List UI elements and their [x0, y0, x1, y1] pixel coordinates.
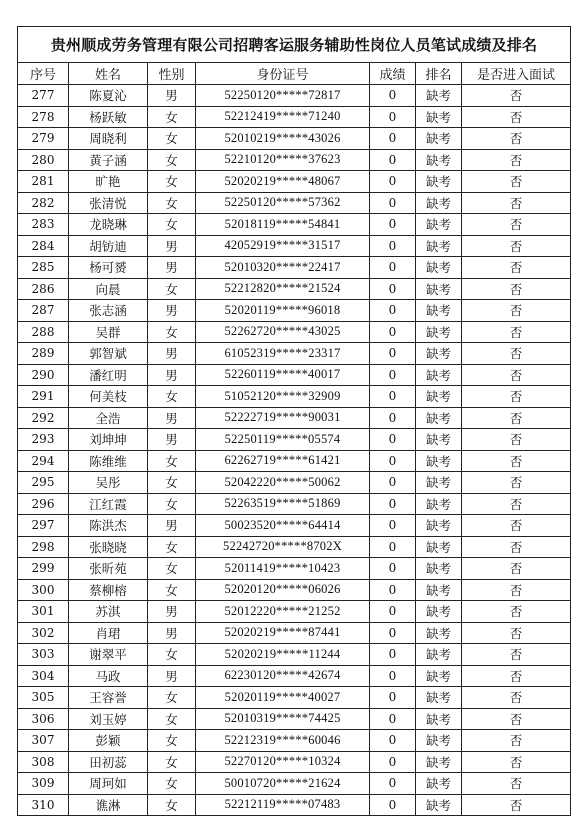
- cell-id: 52012220*****21252: [196, 601, 370, 623]
- cell-name: 何美枝: [69, 386, 148, 408]
- cell-id: 52020219*****87441: [196, 622, 370, 644]
- cell-gender: 男: [148, 515, 196, 537]
- cell-gender: 女: [148, 558, 196, 580]
- cell-id: 42052919*****31517: [196, 235, 370, 257]
- cell-gender: 男: [148, 343, 196, 365]
- cell-rank: 缺考: [416, 192, 462, 214]
- cell-rank: 缺考: [416, 644, 462, 666]
- table-row: [18, 321, 571, 343]
- cell-no: 281: [18, 171, 69, 193]
- cell-name: 周晓利: [69, 128, 148, 150]
- cell-gender: 女: [148, 106, 196, 128]
- cell-gender: 男: [148, 364, 196, 386]
- cell-rank: 缺考: [416, 386, 462, 408]
- cell-name: 田初蕊: [69, 751, 148, 773]
- cell-name: 江红霞: [69, 493, 148, 515]
- cell-score: 0: [370, 257, 416, 279]
- cell-no: 282: [18, 192, 69, 214]
- table-row: [18, 214, 571, 236]
- cell-rank: 缺考: [416, 364, 462, 386]
- cell-rank: 缺考: [416, 515, 462, 537]
- cell-no: 287: [18, 300, 69, 322]
- cell-name: 潘红明: [69, 364, 148, 386]
- cell-interview: 否: [462, 300, 571, 322]
- table-row: [18, 472, 571, 494]
- cell-id: 52212419*****71240: [196, 106, 370, 128]
- cell-id: 52020219*****48067: [196, 171, 370, 193]
- cell-gender: 女: [148, 149, 196, 171]
- cell-score: 0: [370, 171, 416, 193]
- cell-score: 0: [370, 235, 416, 257]
- cell-no: 286: [18, 278, 69, 300]
- cell-no: 288: [18, 321, 69, 343]
- cell-no: 306: [18, 708, 69, 730]
- cell-name: 张昕苑: [69, 558, 148, 580]
- table-row: [18, 343, 571, 365]
- cell-rank: 缺考: [416, 773, 462, 795]
- cell-score: 0: [370, 601, 416, 623]
- cell-id: 62230120*****42674: [196, 665, 370, 687]
- table-row: [18, 751, 571, 773]
- cell-id: 52020120*****06026: [196, 579, 370, 601]
- cell-interview: 否: [462, 794, 571, 816]
- cell-gender: 女: [148, 450, 196, 472]
- cell-interview: 否: [462, 515, 571, 537]
- cell-rank: 缺考: [416, 665, 462, 687]
- cell-rank: 缺考: [416, 106, 462, 128]
- cell-name: 谯淋: [69, 794, 148, 816]
- cell-rank: 缺考: [416, 128, 462, 150]
- page-title: 贵州顺成劳务管理有限公司招聘客运服务辅助性岗位人员笔试成绩及排名: [18, 27, 571, 63]
- cell-rank: 缺考: [416, 85, 462, 107]
- cell-id: 52262720*****43025: [196, 321, 370, 343]
- cell-gender: 男: [148, 85, 196, 107]
- cell-interview: 否: [462, 558, 571, 580]
- cell-rank: 缺考: [416, 171, 462, 193]
- cell-no: 297: [18, 515, 69, 537]
- cell-no: 294: [18, 450, 69, 472]
- cell-interview: 否: [462, 257, 571, 279]
- cell-no: 310: [18, 794, 69, 816]
- cell-name: 苏淇: [69, 601, 148, 623]
- cell-id: 51052120*****32909: [196, 386, 370, 408]
- cell-no: 289: [18, 343, 69, 365]
- cell-name: 刘玉婷: [69, 708, 148, 730]
- cell-interview: 否: [462, 278, 571, 300]
- cell-interview: 否: [462, 644, 571, 666]
- cell-gender: 女: [148, 386, 196, 408]
- table-row: [18, 450, 571, 472]
- cell-gender: 女: [148, 472, 196, 494]
- cell-id: 52250120*****57362: [196, 192, 370, 214]
- cell-interview: 否: [462, 536, 571, 558]
- cell-gender: 女: [148, 751, 196, 773]
- table-row: [18, 536, 571, 558]
- cell-rank: 缺考: [416, 558, 462, 580]
- cell-id: 52020119*****40027: [196, 687, 370, 709]
- cell-id: 62262719*****61421: [196, 450, 370, 472]
- table-row: [18, 773, 571, 795]
- cell-interview: 否: [462, 149, 571, 171]
- cell-rank: 缺考: [416, 730, 462, 752]
- cell-rank: 缺考: [416, 472, 462, 494]
- cell-interview: 否: [462, 106, 571, 128]
- cell-score: 0: [370, 106, 416, 128]
- table-row: [18, 429, 571, 451]
- cell-score: 0: [370, 536, 416, 558]
- cell-score: 0: [370, 214, 416, 236]
- cell-name: 吴彤: [69, 472, 148, 494]
- cell-id: 52210120*****37623: [196, 149, 370, 171]
- cell-interview: 否: [462, 128, 571, 150]
- cell-no: 279: [18, 128, 69, 150]
- table-row: [18, 579, 571, 601]
- cell-rank: 缺考: [416, 622, 462, 644]
- table-row: [18, 278, 571, 300]
- cell-gender: 男: [148, 407, 196, 429]
- cell-name: 向晨: [69, 278, 148, 300]
- cell-id: 52212119*****07483: [196, 794, 370, 816]
- cell-rank: 缺考: [416, 300, 462, 322]
- table-row: [18, 730, 571, 752]
- cell-interview: 否: [462, 601, 571, 623]
- cell-interview: 否: [462, 493, 571, 515]
- cell-interview: 否: [462, 386, 571, 408]
- cell-name: 吴群: [69, 321, 148, 343]
- cell-gender: 女: [148, 708, 196, 730]
- header-row: [18, 63, 571, 85]
- cell-gender: 女: [148, 214, 196, 236]
- cell-no: 305: [18, 687, 69, 709]
- cell-name: 郭智斌: [69, 343, 148, 365]
- cell-no: 307: [18, 730, 69, 752]
- table-row: [18, 364, 571, 386]
- cell-id: 52250120*****72817: [196, 85, 370, 107]
- cell-id: 52011419*****10423: [196, 558, 370, 580]
- cell-interview: 否: [462, 321, 571, 343]
- table-row: [18, 708, 571, 730]
- cell-score: 0: [370, 321, 416, 343]
- cell-no: 304: [18, 665, 69, 687]
- cell-score: 0: [370, 751, 416, 773]
- cell-name: 黄子涵: [69, 149, 148, 171]
- cell-score: 0: [370, 493, 416, 515]
- cell-gender: 男: [148, 665, 196, 687]
- cell-name: 陈洪杰: [69, 515, 148, 537]
- cell-score: 0: [370, 708, 416, 730]
- cell-no: 291: [18, 386, 69, 408]
- cell-gender: 男: [148, 601, 196, 623]
- table-row: [18, 622, 571, 644]
- cell-rank: 缺考: [416, 343, 462, 365]
- cell-interview: 否: [462, 472, 571, 494]
- cell-rank: 缺考: [416, 450, 462, 472]
- cell-interview: 否: [462, 751, 571, 773]
- cell-gender: 男: [148, 300, 196, 322]
- cell-id: 52242720*****8702X: [196, 536, 370, 558]
- cell-rank: 缺考: [416, 708, 462, 730]
- cell-score: 0: [370, 730, 416, 752]
- cell-gender: 女: [148, 493, 196, 515]
- table-row: [18, 386, 571, 408]
- cell-no: 278: [18, 106, 69, 128]
- cell-gender: 女: [148, 278, 196, 300]
- table-row: [18, 257, 571, 279]
- header-interview: 是否进入面试: [462, 63, 571, 85]
- cell-gender: 女: [148, 687, 196, 709]
- cell-score: 0: [370, 644, 416, 666]
- cell-interview: 否: [462, 407, 571, 429]
- table-row: [18, 149, 571, 171]
- cell-score: 0: [370, 665, 416, 687]
- cell-score: 0: [370, 192, 416, 214]
- cell-no: 299: [18, 558, 69, 580]
- cell-score: 0: [370, 450, 416, 472]
- table-row: [18, 171, 571, 193]
- table-row: [18, 128, 571, 150]
- cell-gender: 男: [148, 622, 196, 644]
- cell-rank: 缺考: [416, 235, 462, 257]
- cell-id: 52010219*****43026: [196, 128, 370, 150]
- cell-rank: 缺考: [416, 407, 462, 429]
- table-row: [18, 407, 571, 429]
- cell-id: 52212319*****60046: [196, 730, 370, 752]
- cell-name: 杨可赟: [69, 257, 148, 279]
- cell-gender: 男: [148, 235, 196, 257]
- cell-id: 50010720*****21624: [196, 773, 370, 795]
- cell-id: 52250119*****05574: [196, 429, 370, 451]
- cell-interview: 否: [462, 343, 571, 365]
- cell-score: 0: [370, 85, 416, 107]
- cell-interview: 否: [462, 579, 571, 601]
- cell-score: 0: [370, 472, 416, 494]
- cell-id: 52042220*****50062: [196, 472, 370, 494]
- cell-interview: 否: [462, 214, 571, 236]
- header-rank: 排名: [416, 63, 462, 85]
- cell-score: 0: [370, 773, 416, 795]
- cell-rank: 缺考: [416, 321, 462, 343]
- header-no: 序号: [18, 63, 69, 85]
- cell-rank: 缺考: [416, 493, 462, 515]
- cell-name: 张志涵: [69, 300, 148, 322]
- cell-no: 298: [18, 536, 69, 558]
- cell-interview: 否: [462, 708, 571, 730]
- cell-name: 刘坤坤: [69, 429, 148, 451]
- cell-gender: 男: [148, 257, 196, 279]
- cell-id: 52018119*****54841: [196, 214, 370, 236]
- cell-gender: 女: [148, 794, 196, 816]
- cell-score: 0: [370, 407, 416, 429]
- results-sheet: [17, 26, 570, 816]
- cell-name: 旷艳: [69, 171, 148, 193]
- cell-id: 52212820*****21524: [196, 278, 370, 300]
- cell-interview: 否: [462, 429, 571, 451]
- cell-gender: 女: [148, 321, 196, 343]
- cell-no: 283: [18, 214, 69, 236]
- cell-id: 52222719*****90031: [196, 407, 370, 429]
- cell-no: 295: [18, 472, 69, 494]
- cell-score: 0: [370, 579, 416, 601]
- table-row: [18, 85, 571, 107]
- cell-name: 王容誉: [69, 687, 148, 709]
- cell-rank: 缺考: [416, 687, 462, 709]
- cell-no: 280: [18, 149, 69, 171]
- cell-score: 0: [370, 386, 416, 408]
- cell-name: 胡钫迪: [69, 235, 148, 257]
- cell-id: 52260119*****40017: [196, 364, 370, 386]
- cell-interview: 否: [462, 687, 571, 709]
- cell-rank: 缺考: [416, 278, 462, 300]
- cell-id: 52263519*****51869: [196, 493, 370, 515]
- header-score: 成绩: [370, 63, 416, 85]
- cell-gender: 女: [148, 192, 196, 214]
- cell-score: 0: [370, 278, 416, 300]
- cell-no: 300: [18, 579, 69, 601]
- header-gender: 性别: [148, 63, 196, 85]
- header-name: 姓名: [69, 63, 148, 85]
- cell-gender: 女: [148, 171, 196, 193]
- table-row: [18, 687, 571, 709]
- cell-rank: 缺考: [416, 257, 462, 279]
- cell-score: 0: [370, 300, 416, 322]
- cell-rank: 缺考: [416, 149, 462, 171]
- cell-no: 309: [18, 773, 69, 795]
- cell-no: 301: [18, 601, 69, 623]
- cell-gender: 男: [148, 429, 196, 451]
- cell-no: 292: [18, 407, 69, 429]
- cell-name: 周珂如: [69, 773, 148, 795]
- cell-no: 302: [18, 622, 69, 644]
- table-row: [18, 515, 571, 537]
- cell-gender: 女: [148, 773, 196, 795]
- table-row: [18, 300, 571, 322]
- cell-id: 61052319*****23317: [196, 343, 370, 365]
- cell-interview: 否: [462, 665, 571, 687]
- table-row: [18, 665, 571, 687]
- cell-interview: 否: [462, 364, 571, 386]
- cell-rank: 缺考: [416, 579, 462, 601]
- cell-no: 308: [18, 751, 69, 773]
- cell-interview: 否: [462, 622, 571, 644]
- cell-score: 0: [370, 558, 416, 580]
- table-row: [18, 106, 571, 128]
- cell-gender: 女: [148, 644, 196, 666]
- cell-rank: 缺考: [416, 536, 462, 558]
- cell-id: 50023520*****64414: [196, 515, 370, 537]
- cell-id: 52020119*****96018: [196, 300, 370, 322]
- cell-score: 0: [370, 622, 416, 644]
- cell-no: 303: [18, 644, 69, 666]
- cell-id: 52020219*****11244: [196, 644, 370, 666]
- cell-no: 293: [18, 429, 69, 451]
- cell-name: 龙晓琳: [69, 214, 148, 236]
- cell-score: 0: [370, 687, 416, 709]
- results-table: [17, 26, 571, 816]
- cell-rank: 缺考: [416, 429, 462, 451]
- cell-score: 0: [370, 364, 416, 386]
- cell-id: 52010320*****22417: [196, 257, 370, 279]
- table-row: [18, 794, 571, 816]
- cell-name: 陈维维: [69, 450, 148, 472]
- cell-score: 0: [370, 794, 416, 816]
- cell-gender: 女: [148, 536, 196, 558]
- cell-score: 0: [370, 343, 416, 365]
- cell-score: 0: [370, 149, 416, 171]
- header-id: 身份证号: [196, 63, 370, 85]
- table-row: [18, 558, 571, 580]
- cell-interview: 否: [462, 450, 571, 472]
- cell-rank: 缺考: [416, 794, 462, 816]
- cell-score: 0: [370, 128, 416, 150]
- cell-interview: 否: [462, 235, 571, 257]
- title-row: [18, 27, 571, 63]
- table-row: [18, 644, 571, 666]
- table-row: [18, 192, 571, 214]
- cell-name: 陈夏沁: [69, 85, 148, 107]
- cell-name: 杨跃敏: [69, 106, 148, 128]
- cell-score: 0: [370, 515, 416, 537]
- cell-name: 肖珺: [69, 622, 148, 644]
- cell-no: 277: [18, 85, 69, 107]
- cell-rank: 缺考: [416, 751, 462, 773]
- cell-gender: 女: [148, 128, 196, 150]
- cell-no: 296: [18, 493, 69, 515]
- cell-rank: 缺考: [416, 601, 462, 623]
- cell-interview: 否: [462, 773, 571, 795]
- cell-name: 蔡柳榕: [69, 579, 148, 601]
- cell-no: 290: [18, 364, 69, 386]
- table-row: [18, 235, 571, 257]
- cell-name: 谢翠平: [69, 644, 148, 666]
- cell-rank: 缺考: [416, 214, 462, 236]
- table-body: [18, 85, 571, 816]
- cell-id: 52010319*****74425: [196, 708, 370, 730]
- table-row: [18, 493, 571, 515]
- cell-name: 马政: [69, 665, 148, 687]
- cell-interview: 否: [462, 171, 571, 193]
- table-row: [18, 601, 571, 623]
- cell-interview: 否: [462, 192, 571, 214]
- cell-score: 0: [370, 429, 416, 451]
- cell-gender: 女: [148, 579, 196, 601]
- cell-id: 52270120*****10324: [196, 751, 370, 773]
- cell-name: 彭颖: [69, 730, 148, 752]
- cell-name: 张晓晓: [69, 536, 148, 558]
- cell-no: 284: [18, 235, 69, 257]
- cell-name: 张清悦: [69, 192, 148, 214]
- cell-interview: 否: [462, 85, 571, 107]
- cell-name: 全浩: [69, 407, 148, 429]
- cell-interview: 否: [462, 730, 571, 752]
- cell-no: 285: [18, 257, 69, 279]
- cell-gender: 女: [148, 730, 196, 752]
